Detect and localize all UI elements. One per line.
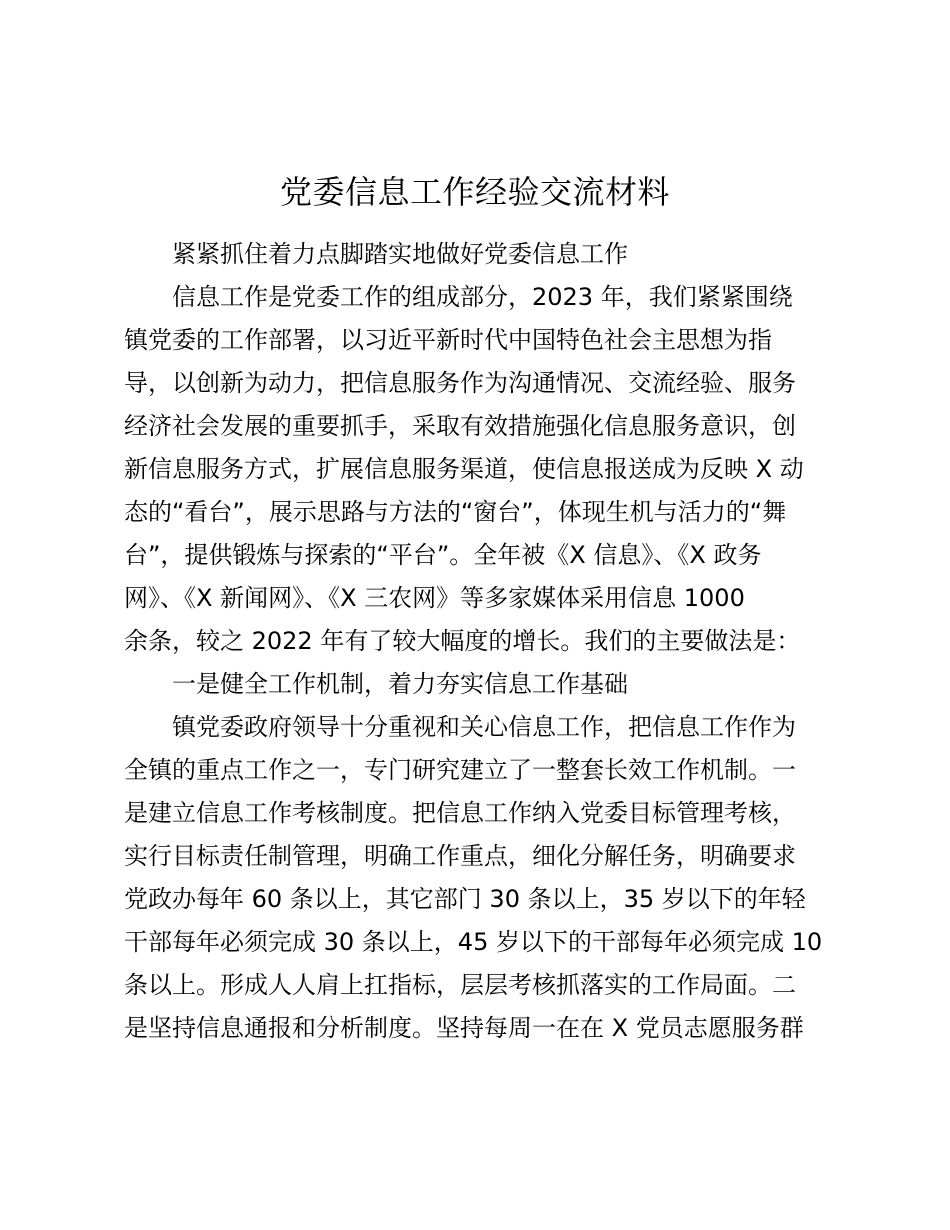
paragraph-line: 态的“看台”，展示思路与方法的“窗台”，体现生机与活力的“舞 — [124, 498, 787, 526]
paragraph-line: 余条，较之 2022 年有了较大幅度的增长。我们的主要做法是： — [124, 627, 801, 655]
subtitle-line: 紧紧抓住着力点脚踏实地做好党委信息工作 — [172, 240, 628, 268]
paragraph-line: 网》、《X 新闻网》、《X 三农网》等多家媒体采用信息 1000 — [124, 584, 745, 612]
paragraph-line: 镇党委的工作部署，以习近平新时代中国特色社会主思想为指 — [124, 326, 772, 354]
paragraph-line: 干部每年必须完成 30 条以上，45 岁以下的干部每年必须完成 10 — [124, 928, 823, 956]
paragraph-line: 条以上。形成人人肩上扛指标，层层考核抓落实的工作局面。二 — [124, 971, 796, 999]
paragraph-line: 经济社会发展的重要抓手，采取有效措施强化信息服务意识，创 — [124, 412, 796, 440]
paragraph-line: 全镇的重点工作之一，专门研究建立了一整套长效工作机制。一 — [124, 756, 796, 784]
section-heading-line: 一是健全工作机制，着力夯实信息工作基础 — [172, 670, 628, 698]
document-title: 党委信息工作经验交流材料 — [279, 173, 670, 211]
paragraph-line: 党政办每年 60 条以上，其它部门 30 条以上，35 岁以下的年轻 — [124, 885, 806, 913]
paragraph-line: 导，以创新为动力，把信息服务作为沟通情况、交流经验、服务 — [124, 369, 796, 397]
paragraph-line: 台”，提供锻炼与探索的“平台”。全年被《X 信息》、《X 政务 — [124, 541, 762, 569]
paragraph-line: 镇党委政府领导十分重视和关心信息工作，把信息工作作为 — [172, 713, 796, 741]
paragraph-line: 是建立信息工作考核制度。把信息工作纳入党委目标管理考核， — [124, 799, 796, 827]
paragraph-line: 新信息服务方式，扩展信息服务渠道，使信息报送成为反映 X 动 — [124, 455, 804, 483]
paragraph-line: 信息工作是党委工作的组成部分，2023 年，我们紧紧围绕 — [172, 283, 793, 311]
paragraph-line: 是坚持信息通报和分析制度。坚持每周一在在 X 党员志愿服务群 — [124, 1014, 804, 1042]
paragraph-line: 实行目标责任制管理，明确工作重点，细化分解任务，明确要求 — [124, 842, 796, 870]
